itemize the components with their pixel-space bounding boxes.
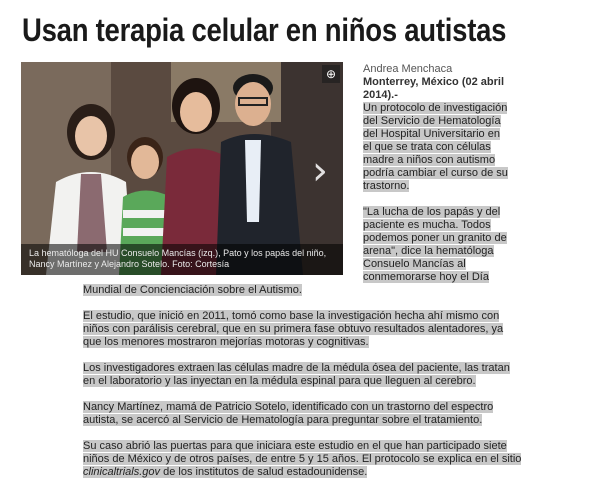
chevron-right-icon[interactable]: › (312, 148, 328, 194)
side-column-text (363, 102, 511, 297)
dateline: Monterrey, México (02 abril 2014).- (363, 76, 505, 101)
paragraph (363, 206, 511, 284)
paragraph (83, 440, 523, 479)
photo-caption: La hematóloga del HU Consuelo Mancías (izq.), Pato y los papás del niño, Nancy Martínez y Alejandro Sotelo. Foto: Cortesía (21, 244, 343, 275)
paragraph-text: "La lucha de los papás y del paciente es mucha. Todos podemos poner un granito de arena", dice la hematóloga Consuelo Mancías al conmemorarse hoy el Día (363, 206, 507, 283)
paragraph-text: Mundial de Concienciación sobre el Autismo. (83, 284, 302, 296)
paragraph (363, 102, 511, 193)
article-photo[interactable] (21, 62, 343, 275)
paragraph-text: Nancy Martínez, mamá de Patricio Sotelo, identificado con un trastorno del espectro autista, se acercó al Servicio de Hematología para preguntar sobre el tratamiento. (83, 401, 494, 426)
paragraph (83, 284, 523, 297)
paragraph-text: de los institutos de salud estadounidense. (160, 466, 368, 478)
zoom-in-icon[interactable]: ⊕ (322, 65, 340, 83)
paragraph (83, 310, 523, 349)
paragraph (83, 401, 523, 427)
byline (363, 63, 511, 102)
paragraph-text: El estudio, que inició en 2011, tomó como base la investigación hecha ahí mismo con niños con parálisis cerebral, que en su primera fase obtuvo resultados alentadores, ya que los menores mostraron mejorías motoras y cognitivas. (83, 310, 504, 348)
article-body (83, 284, 523, 492)
author-name: Andrea Menchaca (363, 63, 453, 75)
clinicaltrials-link[interactable]: clinicaltrials.gov (83, 466, 161, 478)
paragraph (83, 362, 523, 388)
paragraph-text: Un protocolo de investigación del Servicio de Hematología del Hospital Universitario en el que se trata con células madre a niños con autismo podría cambiar el curso de su trastorno. (363, 102, 508, 192)
headline: Usan terapia celular en niños autistas (22, 12, 507, 48)
paragraph-text: Los investigadores extraen las células madre de la médula ósea del paciente, las tratan en el laboratorio y las inyectan en la médula espinal para que lleguen al cerebro. (83, 362, 510, 387)
paragraph-text: Su caso abrió las puertas para que iniciara este estudio en el que han participado siete niños de México y de otros países, de entre 5 y 15 años. El protocolo se explica en el sitio (83, 440, 522, 465)
